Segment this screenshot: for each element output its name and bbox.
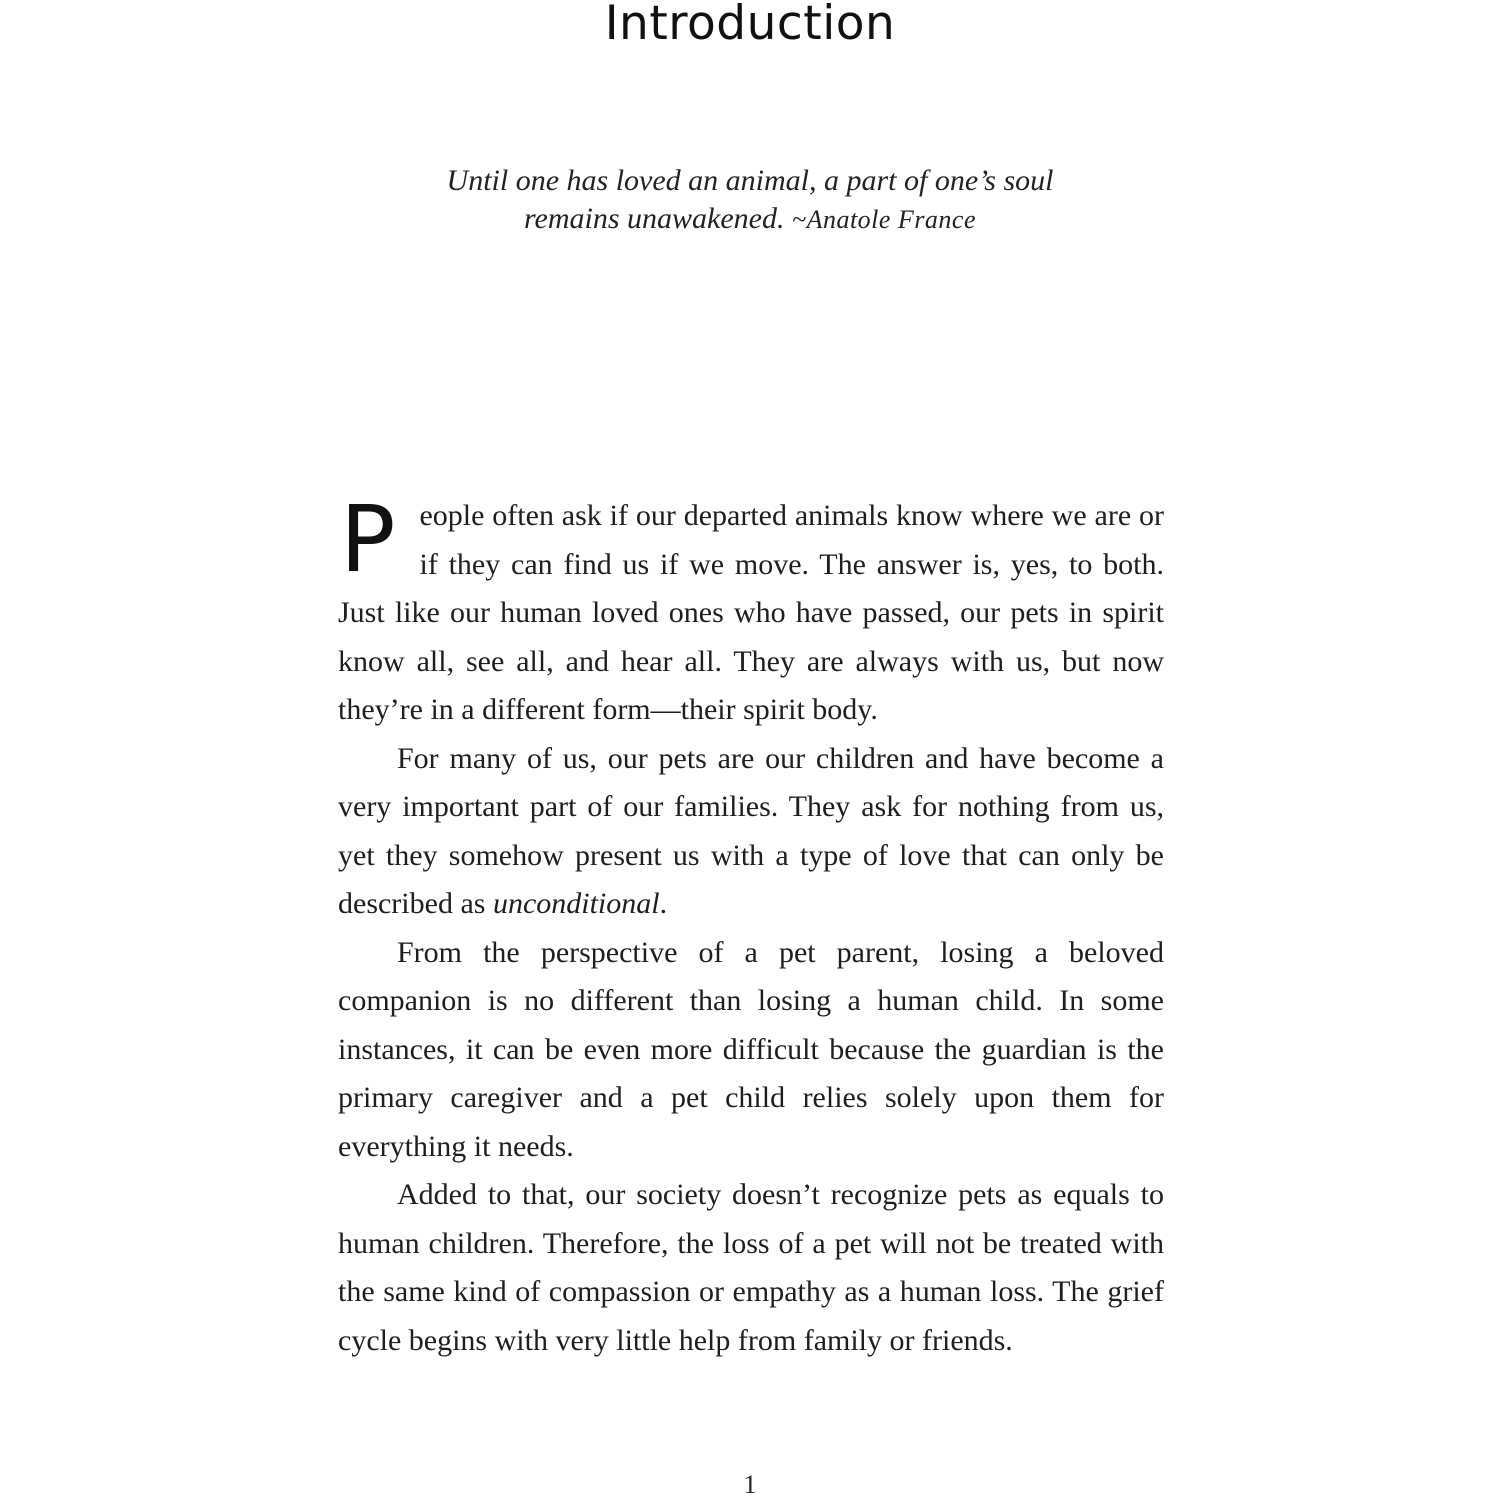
chapter-title: Introduction [604, 0, 896, 51]
epigraph-line-2-text: remains unawakened. [523, 202, 785, 235]
paragraph-1-text: eople often ask if our departed animals know where we are or if they can find us if we move. The answer is, yes, to both. Just like our human loved ones who have passed, our pets in spirit know all, see all, and hear all. They are always with us, but now they’re in a different form—their spirit body. [338, 499, 1164, 726]
paragraph-2-text-before: For many of us, our pets are our children and have become a very important part of our families. They ask for nothing from us, yet they somehow present us with a type of love that can only be described as [338, 741, 1164, 920]
paragraph-2 [338, 735, 1164, 929]
paragraph-1 [338, 486, 1164, 735]
epigraph-line-1: Until one has loved an animal, a part of one’s soul [446, 164, 1054, 197]
epigraph [340, 162, 1160, 239]
paragraph-3: From the perspective of a pet parent, losing a beloved companion is no different than losing a human child. In some instances, it can be even more difficult because the guardian is the primary caregiver and a pet child relies solely upon them for everything it needs. [338, 935, 1164, 1163]
drop-cap: P [340, 486, 396, 593]
body-text [338, 486, 1164, 1365]
epigraph-attribution: ~Anatole France [792, 205, 977, 234]
paragraph-4: Added to that, our society doesn’t recognize pets as equals to human children. Therefore, the loss of a pet will not be treated with the same kind of compassion or empathy as a human loss. The grief cycle begins with very little help from family or friends. [338, 1178, 1164, 1357]
page-number: 1 [743, 1470, 757, 1499]
paragraph-2-text-after: . [659, 887, 668, 920]
epigraph-line-2 [340, 200, 1160, 239]
paragraph-2-emphasis: unconditional [492, 887, 660, 920]
